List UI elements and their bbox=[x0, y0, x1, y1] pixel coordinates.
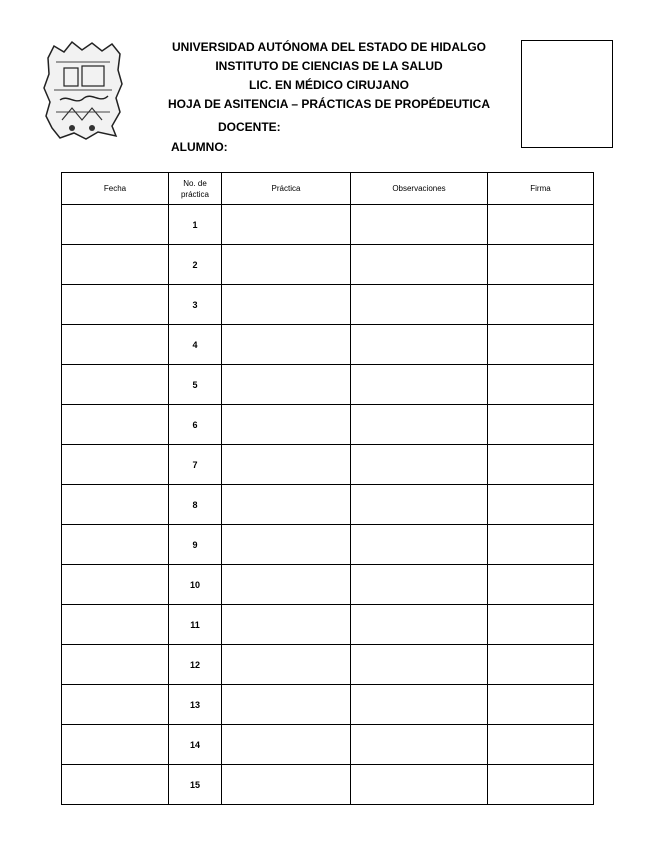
docente-label: DOCENTE: bbox=[218, 120, 281, 134]
fecha-cell[interactable] bbox=[62, 645, 169, 685]
observaciones-cell[interactable] bbox=[351, 485, 488, 525]
fecha-cell[interactable] bbox=[62, 765, 169, 805]
table-row bbox=[62, 205, 594, 245]
table-row bbox=[62, 365, 594, 405]
observaciones-cell[interactable] bbox=[351, 285, 488, 325]
table-row bbox=[62, 565, 594, 605]
fecha-cell[interactable] bbox=[62, 525, 169, 565]
col-practica: Práctica bbox=[222, 173, 351, 205]
observaciones-cell[interactable] bbox=[351, 365, 488, 405]
firma-cell[interactable] bbox=[488, 565, 594, 605]
practica-cell[interactable] bbox=[222, 405, 351, 445]
fecha-cell[interactable] bbox=[62, 325, 169, 365]
firma-cell[interactable] bbox=[488, 765, 594, 805]
observaciones-cell[interactable] bbox=[351, 685, 488, 725]
firma-cell[interactable] bbox=[488, 245, 594, 285]
table-row bbox=[62, 485, 594, 525]
observaciones-cell[interactable] bbox=[351, 405, 488, 445]
firma-cell[interactable] bbox=[488, 685, 594, 725]
table-row bbox=[62, 645, 594, 685]
firma-cell[interactable] bbox=[488, 725, 594, 765]
practica-cell[interactable] bbox=[222, 325, 351, 365]
practica-cell[interactable] bbox=[222, 525, 351, 565]
numero-cell: 1 bbox=[169, 205, 222, 245]
observaciones-cell[interactable] bbox=[351, 725, 488, 765]
practica-cell[interactable] bbox=[222, 725, 351, 765]
table-row bbox=[62, 445, 594, 485]
university-name: UNIVERSIDAD AUTÓNOMA DEL ESTADO DE HIDALGO bbox=[171, 40, 486, 54]
institute-name: INSTITUTO DE CIENCIAS DE LA SALUD bbox=[215, 59, 443, 73]
practica-cell[interactable] bbox=[222, 285, 351, 325]
numero-cell: 9 bbox=[169, 525, 222, 565]
observaciones-cell[interactable] bbox=[351, 245, 488, 285]
observaciones-cell[interactable] bbox=[351, 325, 488, 365]
fecha-cell[interactable] bbox=[62, 485, 169, 525]
firma-cell[interactable] bbox=[488, 205, 594, 245]
fecha-cell[interactable] bbox=[62, 285, 169, 325]
firma-cell[interactable] bbox=[488, 405, 594, 445]
practica-cell[interactable] bbox=[222, 365, 351, 405]
numero-cell: 5 bbox=[169, 365, 222, 405]
numero-cell: 14 bbox=[169, 725, 222, 765]
numero-cell: 11 bbox=[169, 605, 222, 645]
table-row bbox=[62, 525, 594, 565]
table-row bbox=[62, 245, 594, 285]
alumno-label: ALUMNO: bbox=[171, 140, 228, 154]
firma-cell[interactable] bbox=[488, 605, 594, 645]
photo-box bbox=[521, 40, 613, 148]
practica-cell[interactable] bbox=[222, 605, 351, 645]
firma-cell[interactable] bbox=[488, 445, 594, 485]
practica-cell[interactable] bbox=[222, 245, 351, 285]
firma-cell[interactable] bbox=[488, 285, 594, 325]
sheet-title: HOJA DE ASITENCIA – PRÁCTICAS DE PROPÉDEUTICA bbox=[167, 97, 491, 111]
firma-cell[interactable] bbox=[488, 645, 594, 685]
firma-cell[interactable] bbox=[488, 485, 594, 525]
numero-cell: 8 bbox=[169, 485, 222, 525]
fecha-cell[interactable] bbox=[62, 605, 169, 645]
fecha-cell[interactable] bbox=[62, 245, 169, 285]
observaciones-cell[interactable] bbox=[351, 565, 488, 605]
university-crest-logo bbox=[42, 40, 124, 140]
observaciones-cell[interactable] bbox=[351, 205, 488, 245]
table-row bbox=[62, 725, 594, 765]
col-no-practica: No. de práctica bbox=[169, 173, 222, 205]
observaciones-cell[interactable] bbox=[351, 765, 488, 805]
numero-cell: 3 bbox=[169, 285, 222, 325]
observaciones-cell[interactable] bbox=[351, 645, 488, 685]
table-row bbox=[62, 685, 594, 725]
col-fecha: Fecha bbox=[62, 173, 169, 205]
table-row bbox=[62, 605, 594, 645]
observaciones-cell[interactable] bbox=[351, 445, 488, 485]
practica-cell[interactable] bbox=[222, 645, 351, 685]
fecha-cell[interactable] bbox=[62, 725, 169, 765]
table-header-row bbox=[62, 173, 594, 205]
program-name: LIC. EN MÉDICO CIRUJANO bbox=[248, 78, 409, 92]
col-firma: Firma bbox=[488, 173, 594, 205]
col-observaciones: Observaciones bbox=[351, 173, 488, 205]
practica-cell[interactable] bbox=[222, 685, 351, 725]
practica-cell[interactable] bbox=[222, 445, 351, 485]
numero-cell: 10 bbox=[169, 565, 222, 605]
numero-cell: 2 bbox=[169, 245, 222, 285]
firma-cell[interactable] bbox=[488, 365, 594, 405]
attendance-table bbox=[61, 172, 594, 805]
numero-cell: 13 bbox=[169, 685, 222, 725]
table-row bbox=[62, 285, 594, 325]
practica-cell[interactable] bbox=[222, 565, 351, 605]
observaciones-cell[interactable] bbox=[351, 525, 488, 565]
fecha-cell[interactable] bbox=[62, 445, 169, 485]
fecha-cell[interactable] bbox=[62, 365, 169, 405]
table-row bbox=[62, 765, 594, 805]
observaciones-cell[interactable] bbox=[351, 605, 488, 645]
document-header bbox=[164, 38, 494, 114]
fecha-cell[interactable] bbox=[62, 685, 169, 725]
numero-cell: 15 bbox=[169, 765, 222, 805]
numero-cell: 12 bbox=[169, 645, 222, 685]
table-row bbox=[62, 325, 594, 365]
firma-cell[interactable] bbox=[488, 525, 594, 565]
fecha-cell[interactable] bbox=[62, 565, 169, 605]
fecha-cell[interactable] bbox=[62, 205, 169, 245]
practica-cell[interactable] bbox=[222, 205, 351, 245]
fecha-cell[interactable] bbox=[62, 405, 169, 445]
numero-cell: 6 bbox=[169, 405, 222, 445]
firma-cell[interactable] bbox=[488, 325, 594, 365]
practica-cell[interactable] bbox=[222, 485, 351, 525]
practica-cell[interactable] bbox=[222, 765, 351, 805]
table-row bbox=[62, 405, 594, 445]
numero-cell: 7 bbox=[169, 445, 222, 485]
numero-cell: 4 bbox=[169, 325, 222, 365]
